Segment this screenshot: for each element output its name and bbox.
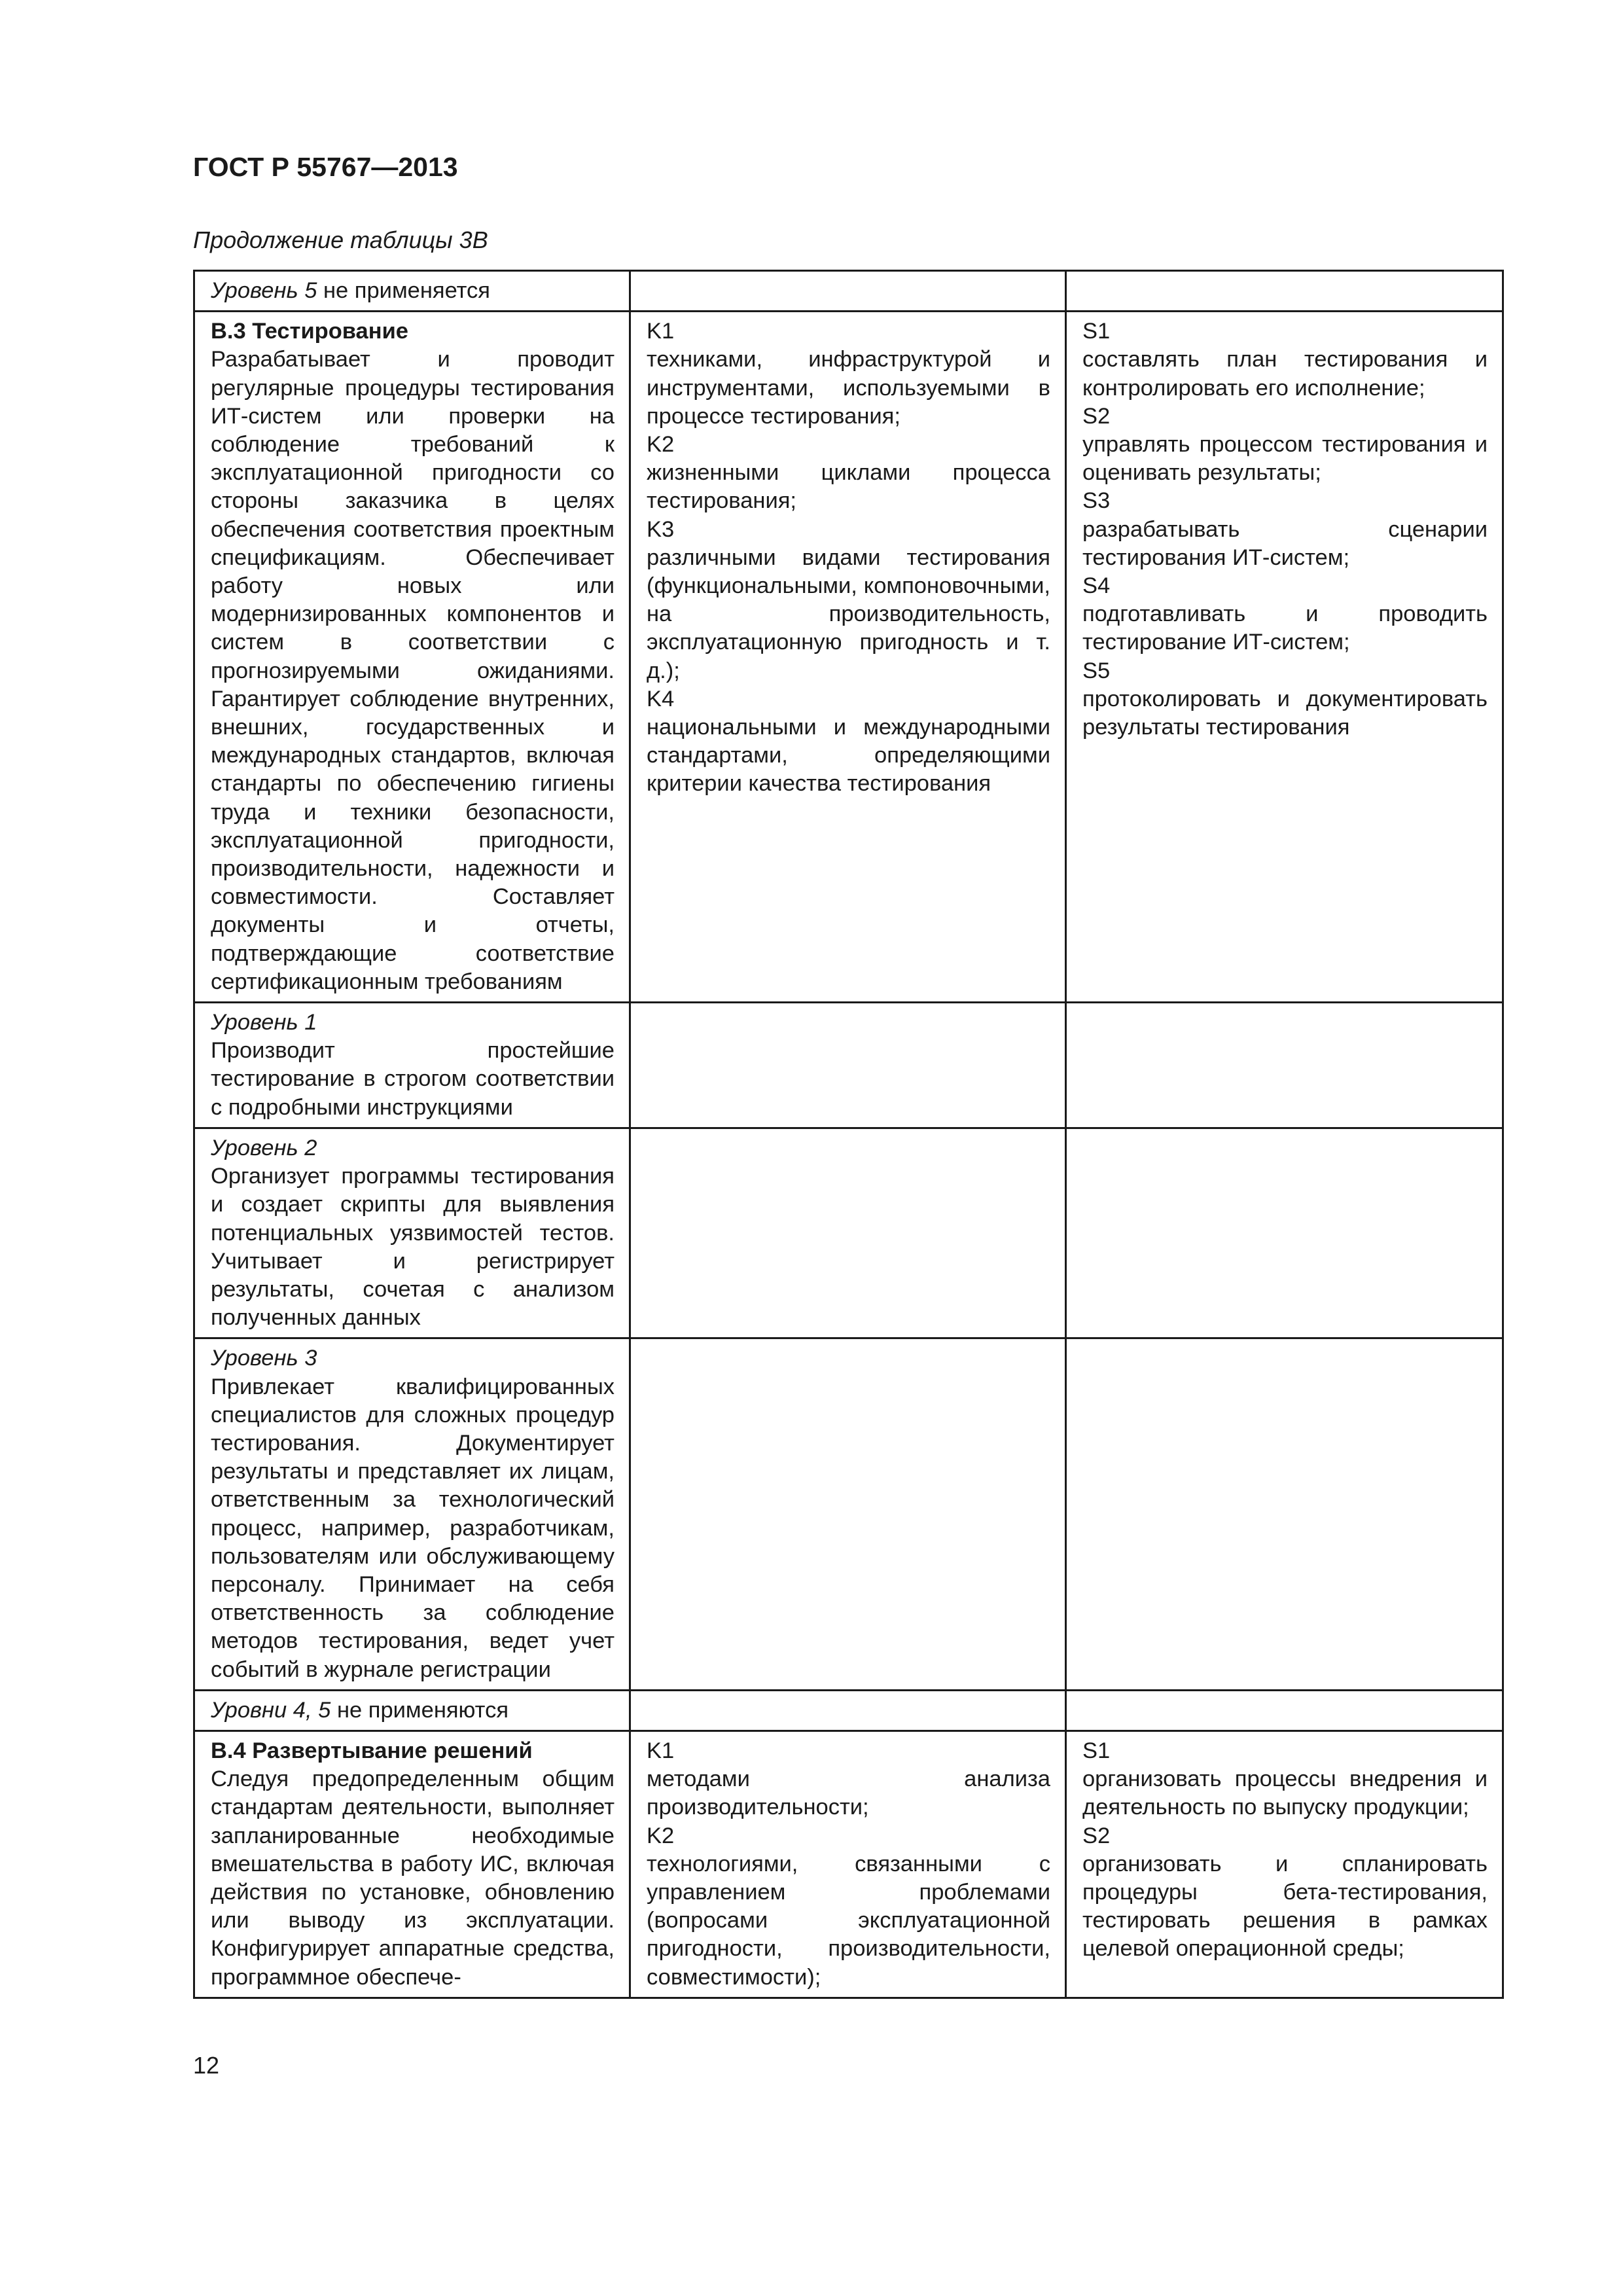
level-note: не применяются	[330, 1697, 509, 1723]
knowledge-cell	[630, 312, 1066, 1003]
knowledge-code: K3	[647, 516, 675, 542]
description-cell	[194, 271, 630, 312]
section-title: В.4 Развертывание решений	[211, 1738, 533, 1763]
description-cell	[194, 1128, 630, 1338]
skills-cell	[1066, 1338, 1503, 1690]
skill-code: S4	[1082, 573, 1111, 599]
skills-cell	[1066, 1690, 1503, 1731]
level-heading	[211, 1696, 615, 1725]
knowledge-text: технологиями, связанными с управлением проблемами (вопросами эксплуатационной пригодности, производительности, совместимости);	[647, 1851, 1050, 1990]
knowledge-code: K1	[647, 319, 675, 344]
skill-code: S3	[1082, 488, 1111, 514]
level-heading	[211, 1134, 615, 1162]
skill-text: протоколировать и документировать результаты тестирования	[1082, 686, 1488, 740]
page-number: 12	[193, 2052, 220, 2079]
knowledge-cell	[630, 1128, 1066, 1338]
knowledge-text: жизненными циклами процесса тестирования;	[647, 460, 1050, 514]
skill-code: S1	[1082, 1738, 1111, 1763]
level-note: не применяется	[317, 278, 490, 303]
description-text: Производит простейшие тестирование в строгом соответствии с подробными инструкциями	[211, 1038, 615, 1120]
skill-code: S2	[1082, 1823, 1111, 1848]
table-row	[194, 1338, 1503, 1690]
description-text: Разрабатывает и проводит регулярные процедуры тестирования ИТ-систем или проверки на соблюдение требований к эксплуатационной пригодности со стороны заказчика в целях обеспечения соответствия проектным спецификациям. Обеспечивает работу новых или модернизированных компонентов и систем в соответствии с прогнозируемыми ожиданиями. Гарантирует соблюдение внутренних, внешних, государственных и международных стандартов, включая стандарты по обеспечению гигиены труда и техники безопасности, эксплуатационной пригодности, производительности, надежности и совместимости. Составляет документы и отчеты, подтверждающие соответствие сертификационным требованиям	[211, 347, 615, 994]
skill-text: разрабатывать сценарии тестирования ИТ-систем;	[1082, 516, 1488, 570]
knowledge-text: различными видами тестирования (функциональными, компоновочными, на производительность, эксплуатационную пригодность и т. д.);	[647, 545, 1050, 683]
description-cell	[194, 1731, 630, 1998]
skill-code: S1	[1082, 319, 1111, 344]
knowledge-text: методами анализа производительности;	[647, 1767, 1050, 1820]
knowledge-cell	[630, 1731, 1066, 1998]
table-row	[194, 1128, 1503, 1338]
skill-text: организовать и спланировать процедуры бета-тестирования, тестировать решения в рамках целевой операционной среды;	[1082, 1851, 1488, 1962]
skills-cell	[1066, 1003, 1503, 1128]
skill-text: составлять план тестирования и контролировать его исполнение;	[1082, 347, 1488, 401]
table-caption: Продолжение таблицы 3В	[193, 226, 488, 253]
knowledge-cell	[630, 1003, 1066, 1128]
skill-text: организовать процессы внедрения и деятельность по выпуску продукции;	[1082, 1767, 1488, 1820]
knowledge-cell	[630, 1338, 1066, 1690]
knowledge-text: национальными и международными стандартами, определяющими критерии качества тестирования	[647, 715, 1050, 797]
description-cell	[194, 1003, 630, 1128]
section-title: В.3 Тестирование	[211, 319, 408, 344]
skill-text: подготавливать и проводить тестирование ИТ-систем;	[1082, 601, 1488, 655]
knowledge-code: K2	[647, 432, 675, 457]
knowledge-code: K2	[647, 1823, 675, 1848]
level-label: Уровень 1	[211, 1010, 317, 1035]
description-cell	[194, 1338, 630, 1690]
standard-code: ГОСТ Р 55767—2013	[193, 152, 458, 182]
level-heading	[211, 277, 615, 305]
skill-code: S5	[1082, 658, 1111, 683]
level-heading	[211, 1009, 615, 1037]
table-body	[194, 271, 1503, 1998]
skills-cell	[1066, 312, 1503, 1003]
level-label: Уровень 5	[211, 278, 317, 303]
knowledge-cell	[630, 1690, 1066, 1731]
knowledge-code: K1	[647, 1738, 675, 1763]
skills-cell	[1066, 1128, 1503, 1338]
description-cell	[194, 1690, 630, 1731]
table-row	[194, 271, 1503, 312]
level-label: Уровни 4, 5	[211, 1697, 331, 1723]
knowledge-cell	[630, 271, 1066, 312]
level-label: Уровень 2	[211, 1135, 317, 1160]
table-row	[194, 1690, 1503, 1731]
description-text: Привлекает квалифицированных специалистов для сложных процедур тестирования. Документирует результаты и представляет их лицам, ответственным за технологический процесс, например, разработчикам, пользователям или обслуживающему персоналу. Принимает на себя ответственность за соблюдение методов тестирования, ведет учет событий в журнале регистрации	[211, 1374, 615, 1682]
skill-code: S2	[1082, 403, 1111, 429]
table-row	[194, 1003, 1503, 1128]
level-heading	[211, 1344, 615, 1372]
table-row	[194, 1731, 1503, 1998]
skill-text: управлять процессом тестирования и оценивать результаты;	[1082, 432, 1488, 486]
knowledge-code: K4	[647, 686, 675, 711]
table-row	[194, 312, 1503, 1003]
knowledge-text: техниками, инфраструктурой и инструментами, используемыми в процессе тестирования;	[647, 347, 1050, 429]
level-label: Уровень 3	[211, 1346, 317, 1371]
description-text: Организует программы тестирования и создает скрипты для выявления потенциальных уязвимостей тестов. Учитывает и регистрирует результаты, сочетая с анализом полученных данных	[211, 1164, 615, 1331]
skills-cell	[1066, 271, 1503, 312]
skills-cell	[1066, 1731, 1503, 1998]
competence-table	[193, 270, 1504, 1999]
description-cell	[194, 312, 630, 1003]
description-text: Следуя предопределенным общим стандартам деятельности, выполняет запланированные необходимые вмешательства в работу ИС, включая действия по установке, обновлению или выводу из эксплуатации. Конфигурирует аппаратные средства, программное обеспече-	[211, 1767, 615, 1990]
